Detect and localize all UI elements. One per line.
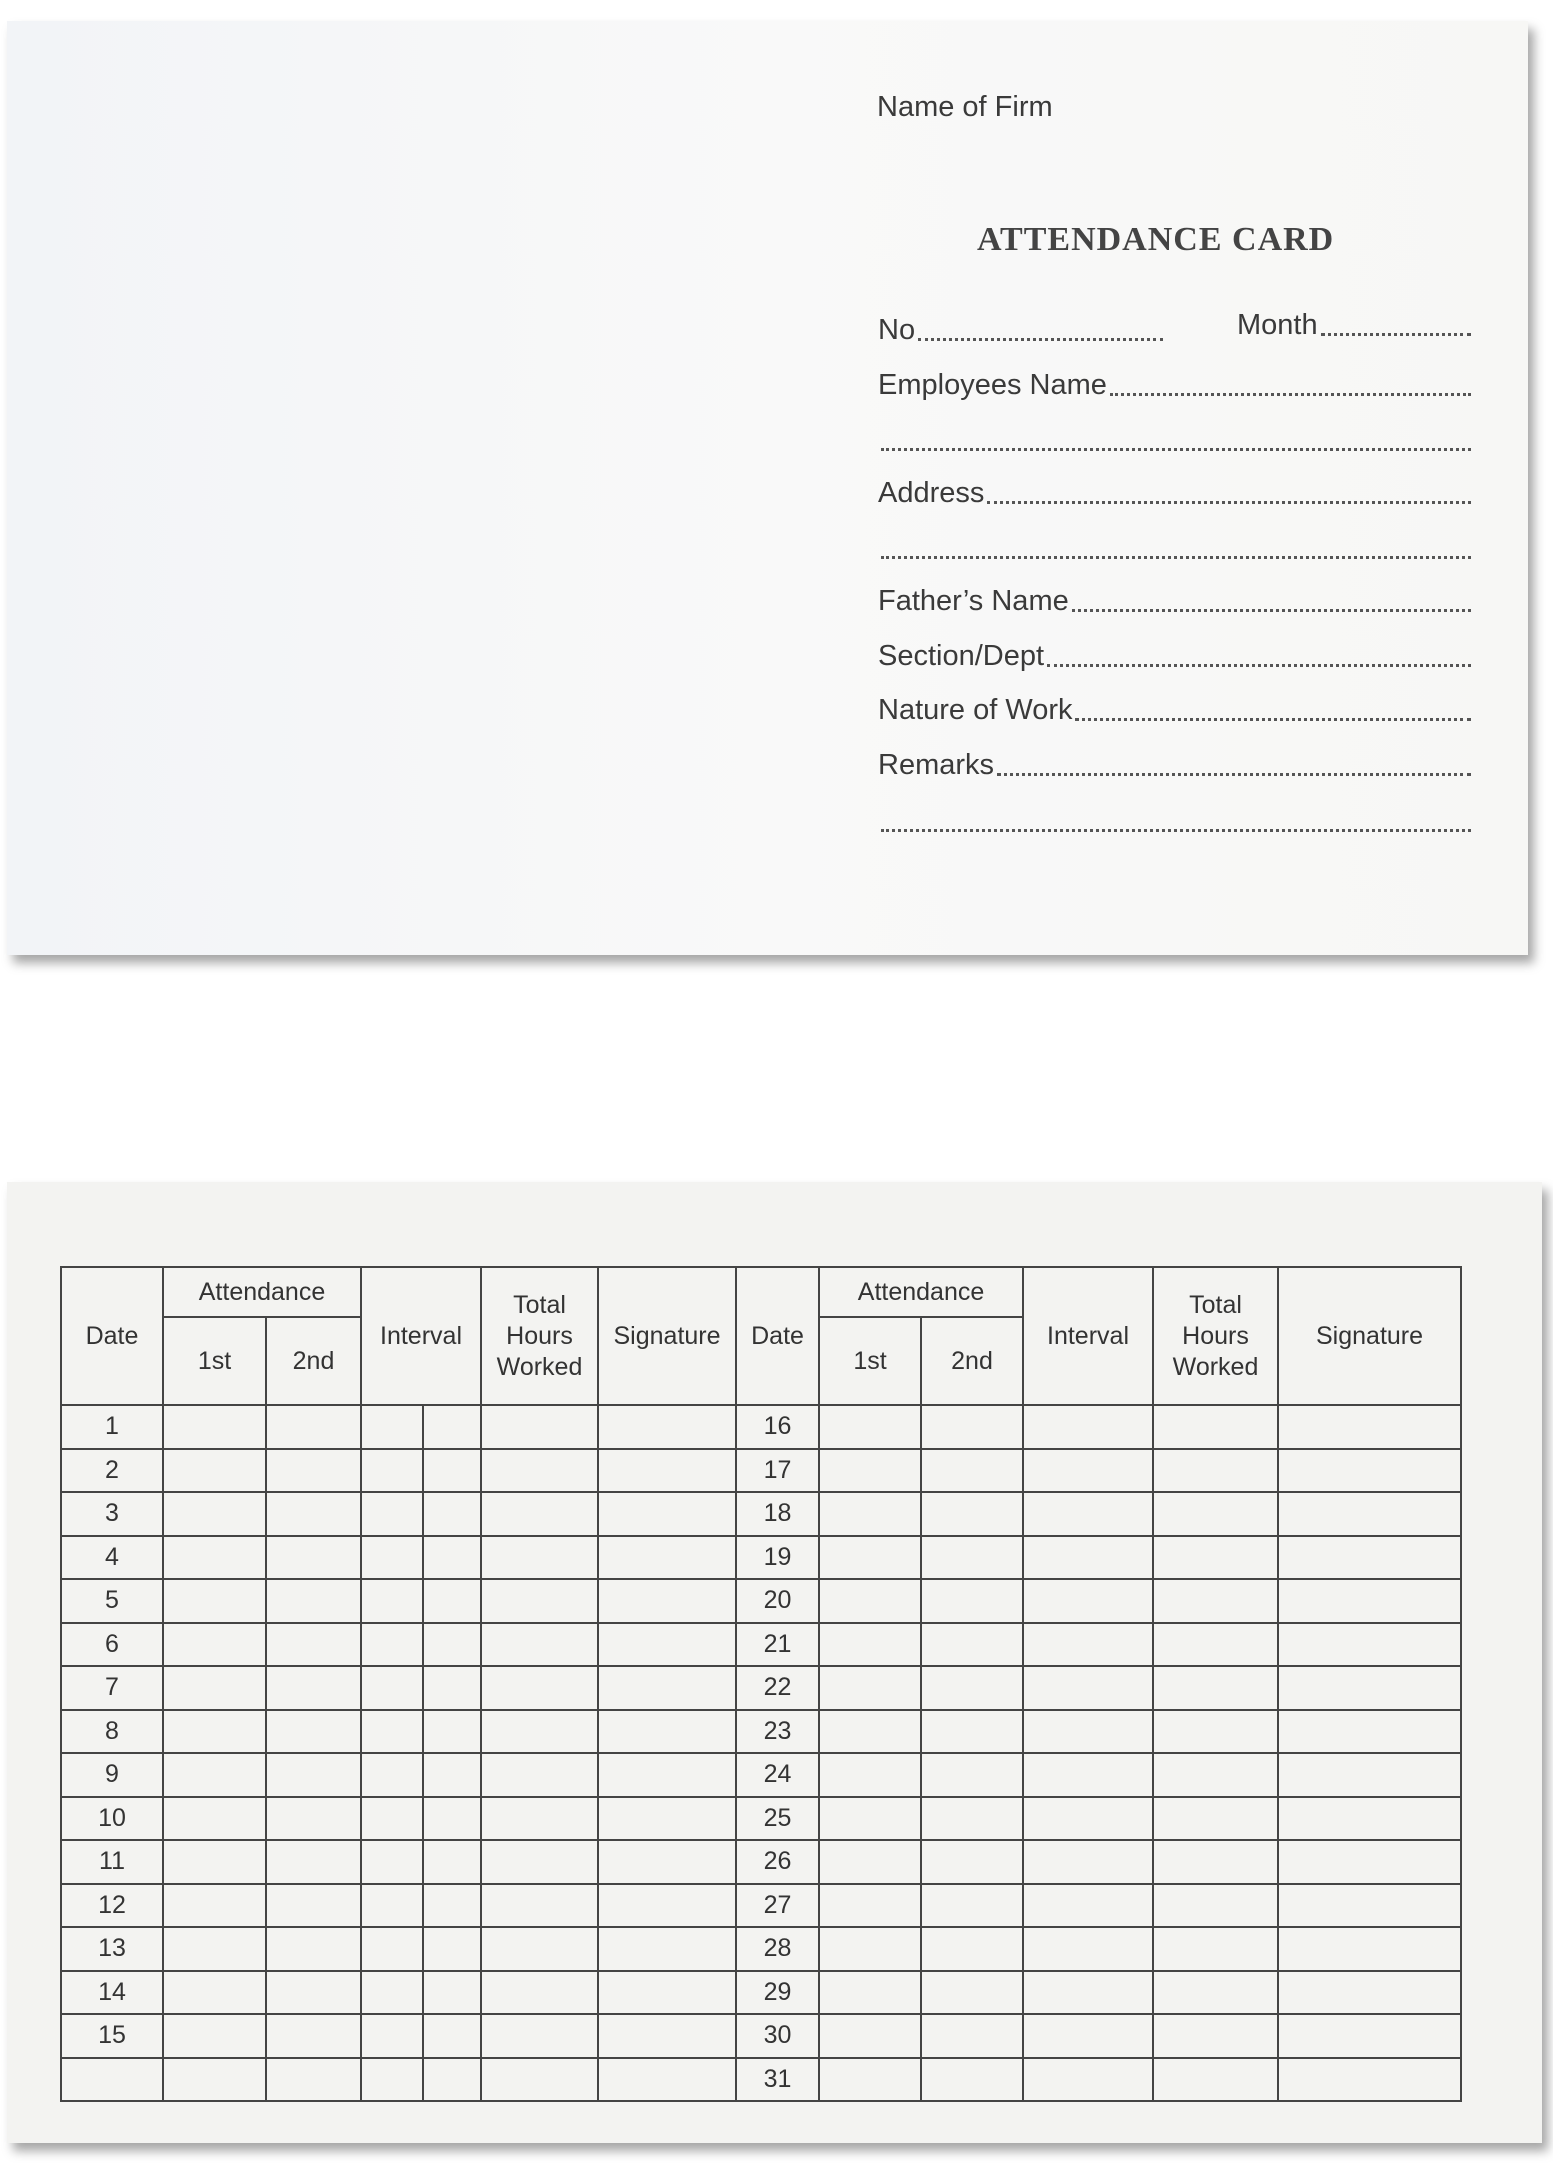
entry-cell[interactable] [163, 1492, 266, 1536]
entry-cell[interactable] [819, 1623, 921, 1667]
entry-cell[interactable] [423, 1666, 481, 1710]
entry-cell[interactable] [361, 1753, 423, 1797]
header-signature: Signature [1278, 1267, 1461, 1405]
date-cell: 23 [736, 1710, 819, 1754]
entry-cell[interactable] [266, 2058, 361, 2102]
dotted-line [881, 448, 1471, 451]
attendance-card-back [7, 1182, 1542, 2143]
entry-cell[interactable] [163, 1536, 266, 1580]
entry-cell[interactable] [819, 1492, 921, 1536]
entry-cell[interactable] [361, 1579, 423, 1623]
entry-cell[interactable] [819, 1884, 921, 1928]
entry-cell[interactable] [1153, 1927, 1278, 1971]
entry-cell[interactable] [266, 1710, 361, 1754]
entry-cell[interactable] [423, 2014, 481, 2058]
date-cell: 1 [61, 1405, 163, 1449]
entry-cell[interactable] [598, 1753, 736, 1797]
entry-cell[interactable] [921, 1623, 1023, 1667]
entry-cell[interactable] [163, 1884, 266, 1928]
dotted-line [1321, 333, 1471, 336]
entry-cell[interactable] [1278, 2058, 1461, 2102]
entry-cell[interactable] [598, 1927, 736, 1971]
entry-cell[interactable] [598, 1579, 736, 1623]
table-row [61, 2014, 1461, 2058]
entry-cell[interactable] [1023, 1449, 1153, 1493]
entry-cell[interactable] [423, 1449, 481, 1493]
entry-cell[interactable] [598, 2058, 736, 2102]
father-name-label: Father’s Name [878, 585, 1069, 617]
date-cell: 11 [61, 1840, 163, 1884]
dotted-line [881, 829, 1471, 832]
entry-cell[interactable] [1153, 1884, 1278, 1928]
date-cell: 28 [736, 1927, 819, 1971]
no-label: No [878, 314, 916, 346]
entry-cell[interactable] [423, 1753, 481, 1797]
entry-cell[interactable] [1278, 1492, 1461, 1536]
employee-name-label: Employees Name [878, 369, 1107, 401]
date-cell: 25 [736, 1797, 819, 1841]
entry-cell[interactable] [921, 1927, 1023, 1971]
entry-cell[interactable] [819, 2014, 921, 2058]
table-row [61, 2058, 1461, 2102]
entry-cell[interactable] [819, 1710, 921, 1754]
table-row [61, 1884, 1461, 1928]
entry-cell[interactable] [921, 1884, 1023, 1928]
entry-cell[interactable] [598, 1710, 736, 1754]
attendance-card-front [7, 21, 1528, 955]
dotted-line [881, 556, 1471, 559]
date-cell [61, 2058, 163, 2102]
entry-cell[interactable] [163, 1405, 266, 1449]
entry-cell[interactable] [266, 1623, 361, 1667]
table-row [61, 1840, 1461, 1884]
entry-cell[interactable] [361, 1840, 423, 1884]
header-1st: 1st [163, 1317, 266, 1405]
table-row [61, 1666, 1461, 1710]
entry-cell[interactable] [266, 1840, 361, 1884]
entry-cell[interactable] [361, 1666, 423, 1710]
employee-name-field[interactable] [878, 366, 1471, 402]
attendance-table [60, 1266, 1462, 2102]
entry-cell[interactable] [1153, 1666, 1278, 1710]
date-cell: 31 [736, 2058, 819, 2102]
entry-cell[interactable] [361, 1710, 423, 1754]
date-cell: 30 [736, 2014, 819, 2058]
table-row [61, 1449, 1461, 1493]
entry-cell[interactable] [1023, 1623, 1153, 1667]
entry-cell[interactable] [163, 1927, 266, 1971]
entry-cell[interactable] [266, 1927, 361, 1971]
table-row [61, 1753, 1461, 1797]
entry-cell[interactable] [921, 2058, 1023, 2102]
entry-cell[interactable] [598, 1449, 736, 1493]
entry-cell[interactable] [361, 1623, 423, 1667]
entry-cell[interactable] [921, 1536, 1023, 1580]
date-cell: 14 [61, 1971, 163, 2015]
entry-cell[interactable] [1023, 1884, 1153, 1928]
date-cell: 3 [61, 1492, 163, 1536]
entry-cell[interactable] [598, 2014, 736, 2058]
header-attendance: Attendance [819, 1267, 1023, 1317]
entry-cell[interactable] [921, 1710, 1023, 1754]
entry-cell[interactable] [819, 1753, 921, 1797]
entry-cell[interactable] [481, 1666, 598, 1710]
entry-cell[interactable] [921, 1449, 1023, 1493]
entry-cell[interactable] [819, 1927, 921, 1971]
entry-cell[interactable] [1153, 1405, 1278, 1449]
entry-cell[interactable] [423, 2058, 481, 2102]
entry-cell[interactable] [481, 1710, 598, 1754]
month-field[interactable] [1237, 306, 1471, 342]
date-cell: 17 [736, 1449, 819, 1493]
entry-cell[interactable] [361, 1405, 423, 1449]
table-row [61, 1492, 1461, 1536]
entry-cell[interactable] [423, 1840, 481, 1884]
entry-cell[interactable] [921, 1666, 1023, 1710]
entry-cell[interactable] [361, 1797, 423, 1841]
entry-cell[interactable] [1023, 1753, 1153, 1797]
entry-cell[interactable] [163, 1971, 266, 2015]
entry-cell[interactable] [598, 1492, 736, 1536]
entry-cell[interactable] [1278, 1971, 1461, 2015]
table-row [61, 1710, 1461, 1754]
card-title: ATTENDANCE CARD [977, 221, 1335, 258]
entry-cell[interactable] [921, 2014, 1023, 2058]
header-signature: Signature [598, 1267, 736, 1405]
entry-cell[interactable] [819, 1840, 921, 1884]
entry-cell[interactable] [1278, 1405, 1461, 1449]
entry-cell[interactable] [819, 1449, 921, 1493]
entry-cell[interactable] [819, 1666, 921, 1710]
entry-cell[interactable] [598, 1797, 736, 1841]
date-cell: 15 [61, 2014, 163, 2058]
entry-cell[interactable] [1023, 1710, 1153, 1754]
entry-cell[interactable] [163, 1623, 266, 1667]
entry-cell[interactable] [266, 2014, 361, 2058]
table-row [61, 1405, 1461, 1449]
header-interval: Interval [361, 1267, 481, 1405]
date-cell: 13 [61, 1927, 163, 1971]
date-cell: 8 [61, 1710, 163, 1754]
header-total-hours: Total Hours Worked [481, 1267, 598, 1405]
header-date: Date [736, 1267, 819, 1405]
dotted-line [1110, 393, 1471, 396]
entry-cell[interactable] [1278, 1579, 1461, 1623]
entry-cell[interactable] [598, 1840, 736, 1884]
entry-cell[interactable] [598, 1405, 736, 1449]
entry-cell[interactable] [1278, 1840, 1461, 1884]
entry-cell[interactable] [266, 1579, 361, 1623]
entry-cell[interactable] [423, 1971, 481, 2015]
entry-cell[interactable] [163, 2014, 266, 2058]
entry-cell[interactable] [423, 1797, 481, 1841]
entry-cell[interactable] [1278, 1797, 1461, 1841]
entry-cell[interactable] [598, 1971, 736, 2015]
entry-cell[interactable] [266, 1449, 361, 1493]
entry-cell[interactable] [1023, 2058, 1153, 2102]
address-field-2[interactable] [878, 529, 1471, 565]
entry-cell[interactable] [481, 1405, 598, 1449]
entry-cell[interactable] [921, 1579, 1023, 1623]
date-cell: 2 [61, 1449, 163, 1493]
table-row [61, 1971, 1461, 2015]
entry-cell[interactable] [481, 1753, 598, 1797]
dotted-line [1047, 664, 1471, 667]
entry-cell[interactable] [163, 1840, 266, 1884]
entry-cell[interactable] [1023, 1666, 1153, 1710]
entry-cell[interactable] [1153, 1536, 1278, 1580]
no-field[interactable] [878, 311, 1163, 347]
entry-cell[interactable] [1153, 1753, 1278, 1797]
entry-cell[interactable] [598, 1536, 736, 1580]
section-label: Section/Dept [878, 640, 1045, 672]
date-cell: 10 [61, 1797, 163, 1841]
entry-cell[interactable] [163, 1797, 266, 1841]
entry-cell[interactable] [598, 1666, 736, 1710]
entry-cell[interactable] [921, 1492, 1023, 1536]
entry-cell[interactable] [1023, 1927, 1153, 1971]
entry-cell[interactable] [423, 1579, 481, 1623]
entry-cell[interactable] [1023, 1405, 1153, 1449]
entry-cell[interactable] [481, 1884, 598, 1928]
date-cell: 26 [736, 1840, 819, 1884]
entry-cell[interactable] [921, 1753, 1023, 1797]
entry-cell[interactable] [921, 1797, 1023, 1841]
entry-cell[interactable] [266, 1971, 361, 2015]
entry-cell[interactable] [1153, 1492, 1278, 1536]
entry-cell[interactable] [361, 2058, 423, 2102]
entry-cell[interactable] [423, 1623, 481, 1667]
entry-cell[interactable] [819, 1405, 921, 1449]
entry-cell[interactable] [423, 1884, 481, 1928]
date-cell: 5 [61, 1579, 163, 1623]
entry-cell[interactable] [481, 2058, 598, 2102]
entry-cell[interactable] [1278, 1753, 1461, 1797]
entry-cell[interactable] [163, 2058, 266, 2102]
dotted-line [997, 773, 1471, 776]
entry-cell[interactable] [819, 1971, 921, 2015]
entry-cell[interactable] [1278, 1623, 1461, 1667]
entry-cell[interactable] [266, 1666, 361, 1710]
entry-cell[interactable] [921, 1840, 1023, 1884]
entry-cell[interactable] [921, 1971, 1023, 2015]
entry-cell[interactable] [1278, 1927, 1461, 1971]
entry-cell[interactable] [163, 1579, 266, 1623]
entry-cell[interactable] [819, 1536, 921, 1580]
entry-cell[interactable] [1153, 1623, 1278, 1667]
entry-cell[interactable] [361, 1971, 423, 2015]
header-1st: 1st [819, 1317, 921, 1405]
header-2nd: 2nd [266, 1317, 361, 1405]
header-attendance: Attendance [163, 1267, 361, 1317]
entry-cell[interactable] [1153, 1971, 1278, 2015]
date-cell: 9 [61, 1753, 163, 1797]
entry-cell[interactable] [598, 1884, 736, 1928]
entry-cell[interactable] [921, 1405, 1023, 1449]
entry-cell[interactable] [1278, 1449, 1461, 1493]
date-cell: 6 [61, 1623, 163, 1667]
dotted-line [1072, 609, 1471, 612]
entry-cell[interactable] [361, 1449, 423, 1493]
entry-cell[interactable] [266, 1405, 361, 1449]
entry-cell[interactable] [481, 1797, 598, 1841]
dotted-line [987, 501, 1471, 504]
entry-cell[interactable] [481, 2014, 598, 2058]
entry-cell[interactable] [266, 1753, 361, 1797]
entry-cell[interactable] [1278, 2014, 1461, 2058]
entry-cell[interactable] [361, 2014, 423, 2058]
date-cell: 7 [61, 1666, 163, 1710]
entry-cell[interactable] [163, 1449, 266, 1493]
entry-cell[interactable] [163, 1753, 266, 1797]
entry-cell[interactable] [481, 1971, 598, 2015]
entry-cell[interactable] [819, 2058, 921, 2102]
section-field[interactable] [878, 637, 1471, 673]
entry-cell[interactable] [266, 1492, 361, 1536]
entry-cell[interactable] [1023, 1797, 1153, 1841]
date-cell: 20 [736, 1579, 819, 1623]
entry-cell[interactable] [361, 1536, 423, 1580]
date-cell: 22 [736, 1666, 819, 1710]
entry-cell[interactable] [1023, 1971, 1153, 2015]
nature-of-work-field[interactable] [878, 691, 1471, 727]
entry-cell[interactable] [163, 1710, 266, 1754]
entry-cell[interactable] [1153, 1579, 1278, 1623]
entry-cell[interactable] [1278, 1710, 1461, 1754]
entry-cell[interactable] [163, 1666, 266, 1710]
table-row [61, 1579, 1461, 1623]
date-cell: 16 [736, 1405, 819, 1449]
date-cell: 24 [736, 1753, 819, 1797]
dotted-line [1075, 718, 1471, 721]
entry-cell[interactable] [819, 1579, 921, 1623]
date-cell: 27 [736, 1884, 819, 1928]
entry-cell[interactable] [1023, 1840, 1153, 1884]
remarks-label: Remarks [878, 749, 995, 781]
date-cell: 4 [61, 1536, 163, 1580]
entry-cell[interactable] [481, 1927, 598, 1971]
header-2nd: 2nd [921, 1317, 1023, 1405]
header-interval: Interval [1023, 1267, 1153, 1405]
nature-label: Nature of Work [878, 694, 1073, 726]
entry-cell[interactable] [1278, 1884, 1461, 1928]
entry-cell[interactable] [1023, 1492, 1153, 1536]
entry-cell[interactable] [1153, 1840, 1278, 1884]
header-total-hours: Total Hours Worked [1153, 1267, 1278, 1405]
date-cell: 18 [736, 1492, 819, 1536]
entry-cell[interactable] [423, 1710, 481, 1754]
entry-cell[interactable] [481, 1449, 598, 1493]
entry-cell[interactable] [266, 1797, 361, 1841]
table-row [61, 1797, 1461, 1841]
entry-cell[interactable] [481, 1623, 598, 1667]
entry-cell[interactable] [361, 1492, 423, 1536]
entry-cell[interactable] [1278, 1666, 1461, 1710]
entry-cell[interactable] [423, 1492, 481, 1536]
entry-cell[interactable] [266, 1884, 361, 1928]
entry-cell[interactable] [423, 1927, 481, 1971]
entry-cell[interactable] [598, 1623, 736, 1667]
entry-cell[interactable] [1153, 2014, 1278, 2058]
month-label: Month [1237, 309, 1318, 341]
entry-cell[interactable] [361, 1927, 423, 1971]
entry-cell[interactable] [1153, 1449, 1278, 1493]
entry-cell[interactable] [1023, 1579, 1153, 1623]
entry-cell[interactable] [819, 1797, 921, 1841]
entry-cell[interactable] [1153, 1710, 1278, 1754]
address-label: Address [878, 477, 985, 509]
father-name-field[interactable] [878, 582, 1471, 618]
dotted-line [918, 338, 1163, 341]
entry-cell[interactable] [423, 1536, 481, 1580]
employee-name-field-2[interactable] [878, 421, 1471, 457]
entry-cell[interactable] [1023, 2014, 1153, 2058]
date-cell: 21 [736, 1623, 819, 1667]
entry-cell[interactable] [481, 1536, 598, 1580]
entry-cell[interactable] [481, 1840, 598, 1884]
entry-cell[interactable] [1023, 1536, 1153, 1580]
header-date: Date [61, 1267, 163, 1405]
entry-cell[interactable] [481, 1579, 598, 1623]
remarks-field[interactable] [878, 746, 1471, 782]
date-cell: 29 [736, 1971, 819, 2015]
entry-cell[interactable] [481, 1492, 598, 1536]
entry-cell[interactable] [266, 1536, 361, 1580]
entry-cell[interactable] [1278, 1536, 1461, 1580]
date-cell: 19 [736, 1536, 819, 1580]
entry-cell[interactable] [423, 1405, 481, 1449]
address-field[interactable] [878, 474, 1471, 510]
remarks-field-2[interactable] [878, 802, 1471, 838]
entry-cell[interactable] [1153, 1797, 1278, 1841]
firm-name-label: Name of Firm [877, 91, 1053, 123]
table-row [61, 1927, 1461, 1971]
table-row [61, 1536, 1461, 1580]
date-cell: 12 [61, 1884, 163, 1928]
entry-cell[interactable] [1153, 2058, 1278, 2102]
entry-cell[interactable] [361, 1884, 423, 1928]
table-row [61, 1623, 1461, 1667]
